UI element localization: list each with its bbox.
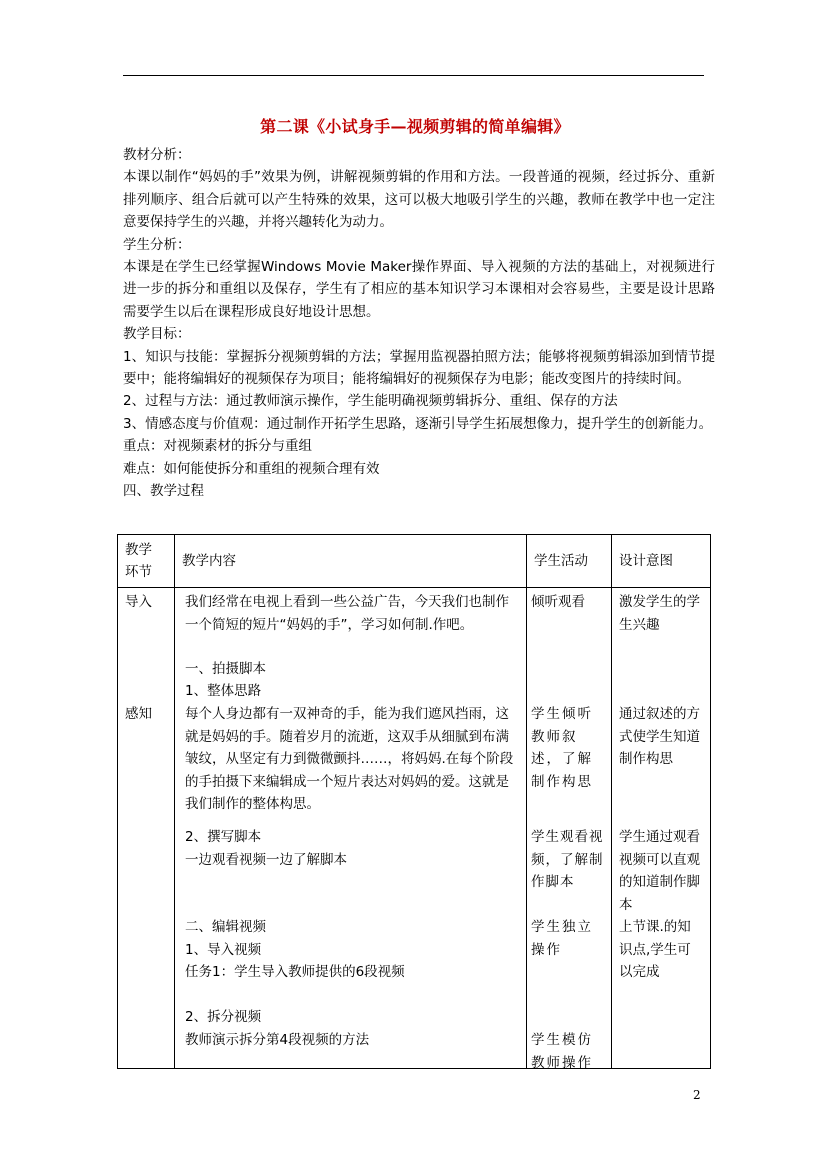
key-point: 重点：对视频素材的拆分与重组 <box>123 438 312 455</box>
content-import-task: 任务1：学生导入教师提供的6段视频 <box>185 964 405 980</box>
section-heading-students: 学生分析： <box>123 236 191 253</box>
header-stage-line: 教学 <box>125 542 152 558</box>
objective-knowledge: 1、知识与技能：掌握拆分视频剪辑的方法；掌握用监视器拍照方法；能够将视频剪辑添加到情节提要中；能将编辑好的视频保存为项目；能将编辑好的视频保存为电影；能改变图片的持续时间。 <box>123 348 715 388</box>
section-heading-process: 四、教学过程 <box>123 483 204 500</box>
intent-previous-lesson: 上节课.的知识点,学生可以完成 <box>619 919 691 981</box>
activity-listen: 学生倾听教师叙述，了解制作构思 <box>531 706 593 790</box>
header-content: 教学内容 <box>175 535 527 588</box>
activity-view-script: 学生观看视频，了解制作脚本 <box>531 829 604 891</box>
header-rule <box>123 75 704 76</box>
page-number: 2 <box>693 1088 701 1102</box>
lesson-title: 第二课《小试身手—视频剪辑的简单编辑》 <box>260 117 570 136</box>
header-activity: 学生活动 <box>527 535 612 588</box>
intent-narrate: 通过叙述的方式使学生知道制作构思 <box>619 706 700 768</box>
content-write-script: 一边观看视频一边了解脚本 <box>185 852 347 868</box>
stage-intro: 导入 <box>125 594 152 610</box>
activity-watch: 倾听观看 <box>531 594 585 610</box>
activity-independent: 学生独立操作 <box>531 919 593 958</box>
content-split-heading: 2、拆分视频 <box>185 1009 262 1025</box>
content-edit-heading: 二、编辑视频 <box>185 919 266 935</box>
content-cell <box>175 588 527 1069</box>
stage-cell <box>118 588 175 1069</box>
activity-imitate: 学生模仿教师操作 <box>531 1032 593 1071</box>
section-heading-objectives: 教学目标： <box>123 326 191 343</box>
activity-cell <box>527 588 612 1069</box>
content-script-heading: 一、拍摄脚本 <box>185 661 266 677</box>
intent-motivate: 激发学生的学生兴趣 <box>619 594 700 633</box>
content-import-heading: 1、导入视频 <box>185 942 262 958</box>
difficult-point: 难点：如何能使拆分和重组的视频合理有效 <box>123 460 380 477</box>
table-row <box>118 588 711 1069</box>
section-heading-materials: 教材分析： <box>123 147 191 163</box>
intent-view: 学生通过观看视频可以直观的知道制作脚本 <box>619 829 700 913</box>
objective-process: 2、过程与方法：通过教师演示操作，学生能明确视频剪辑拆分、重组、保存的方法 <box>123 393 618 410</box>
lesson-body <box>123 144 715 503</box>
student-analysis-text: 本课是在学生已经掌握Windows Movie Maker操作界面、导入视频的方法的基础上，对视频进行进一步的拆分和重组以及保存，学生有了相应的基本知识学习本课相对会容易些，主要是设计思路需要学生以后在课程形成良好地设计思想。 <box>123 259 715 320</box>
intent-cell <box>612 588 711 1069</box>
content-intro: 我们经常在电视上看到一些公益广告，今天我们也制作一个简短的短片“妈妈的手”，学习如何制.作吧。 <box>185 594 509 633</box>
content-split-demo: 教师演示拆分第4段视频的方法 <box>185 1032 370 1048</box>
table-header-row <box>118 535 711 588</box>
objective-emotion: 3、情感态度与价值观：通过制作开拓学生思路，逐渐引导学生拓展想像力，提升学生的创新能力。 <box>123 415 713 432</box>
content-write-script-heading: 2、撰写脚本 <box>185 829 262 845</box>
header-stage <box>118 535 175 588</box>
stage-perceive: 感知 <box>125 706 152 722</box>
header-intent: 设计意图 <box>612 535 711 588</box>
materials-analysis-text: 本课以制作“妈妈的手”效果为例，讲解视频剪辑的作用和方法。一段普通的视频，经过拆分、重新排列顺序、组合后就可以产生特殊的效果，这可以极大地吸引学生的兴趣，教师在教学中也一定注意要保持学生的兴趣，并将兴趣转化为动力。 <box>123 169 715 231</box>
content-overall-idea-heading: 1、整体思路 <box>185 683 262 699</box>
teaching-process-table <box>117 534 711 1069</box>
content-overall-idea: 每个人身边都有一双神奇的手，能为我们遮风挡雨，这就是妈妈的手。随着岁月的流逝，这双手从细腻到布满皱纹，从坚定有力到微微颤抖……，将妈妈.在每个阶段的手拍摄下来编辑成一个短片表达对妈妈的爱。这就是我们制作的整体构思。 <box>185 706 514 813</box>
header-stage-line: 环节 <box>125 564 152 580</box>
